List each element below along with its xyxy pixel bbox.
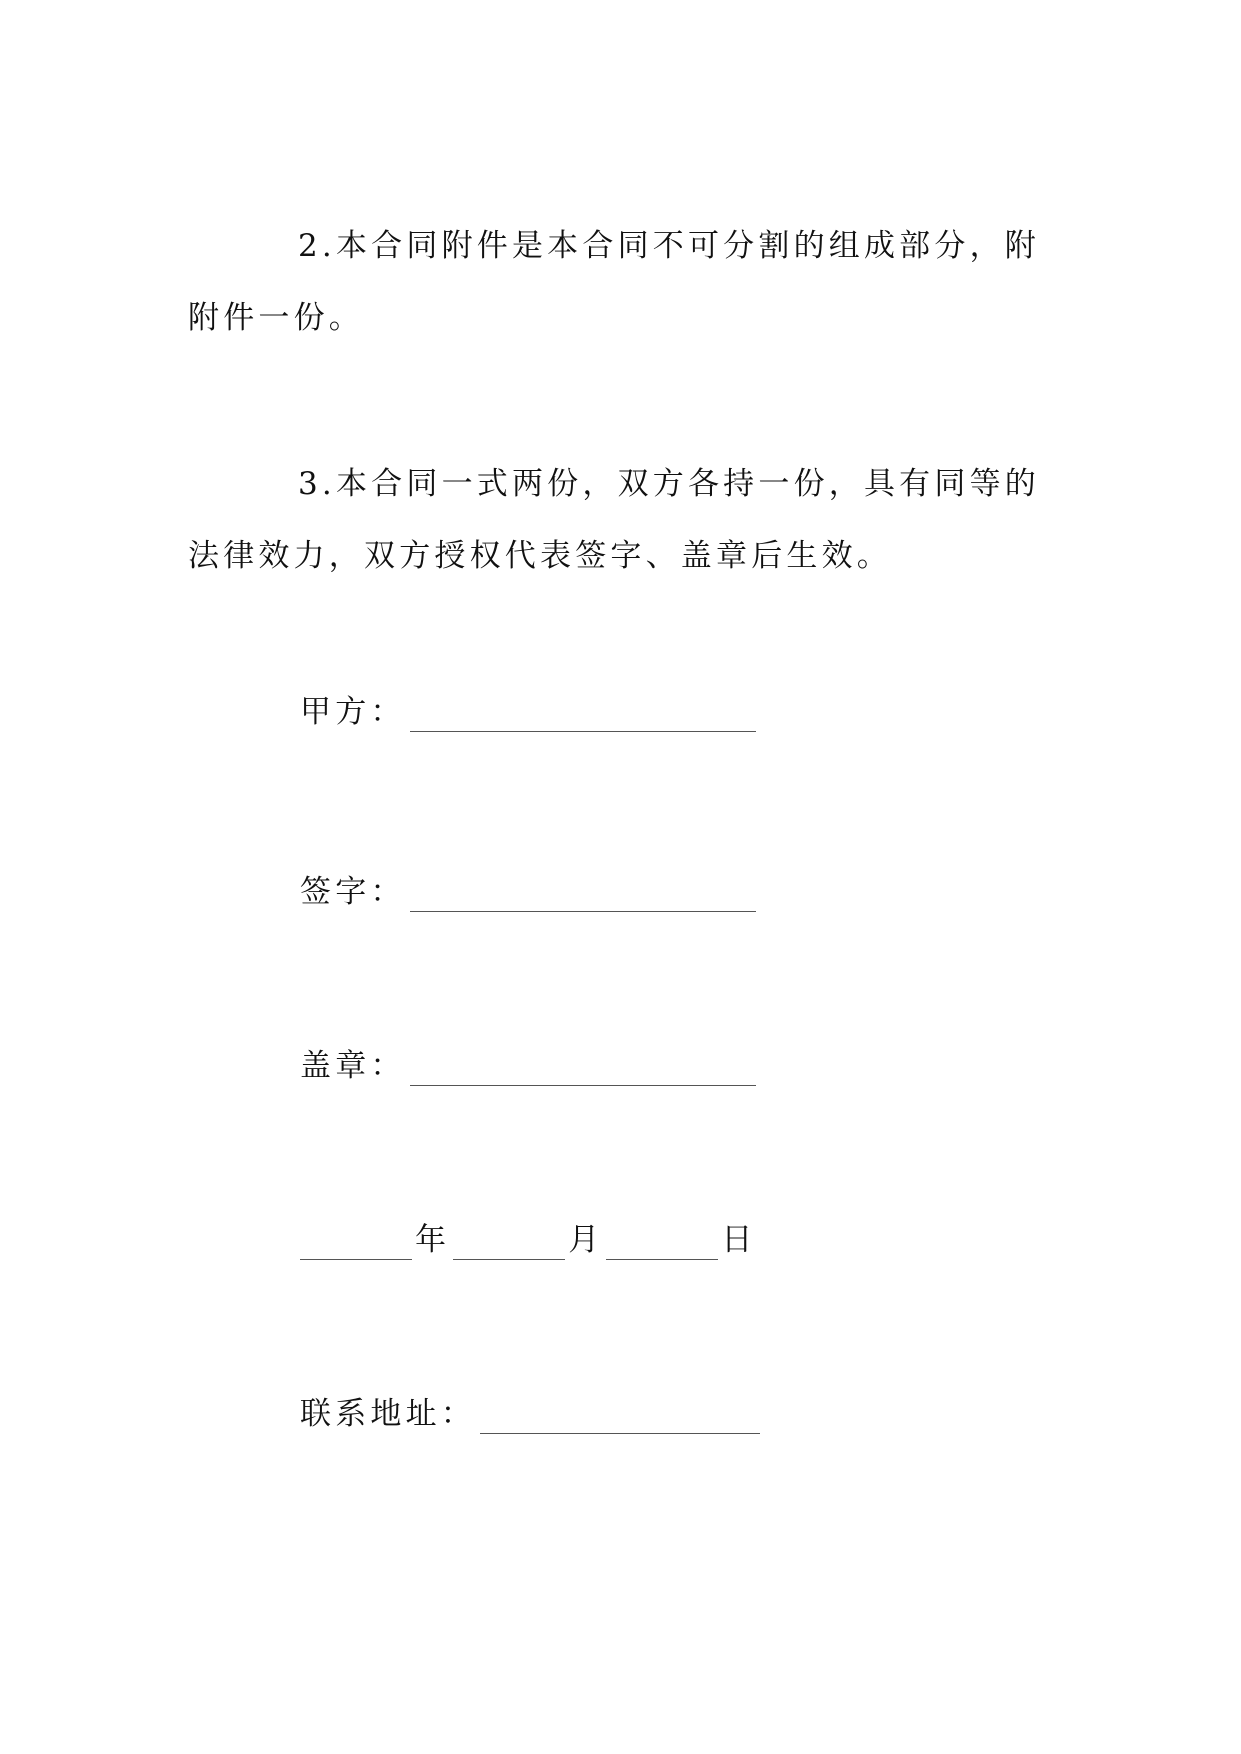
day-label: 日 [721,1222,757,1258]
signature-blank-line[interactable] [410,881,756,912]
signature-label: 签字： [300,874,406,910]
month-blank-line[interactable] [453,1229,565,1260]
address-label: 联系地址： [300,1396,476,1432]
seal-blank-line[interactable] [410,1055,756,1086]
year-label: 年 [415,1222,451,1258]
party-a-blank-line[interactable] [410,701,756,732]
date-field [300,1220,760,1260]
party-a-field [300,692,756,732]
address-field [300,1394,760,1434]
seal-field [300,1046,756,1086]
year-blank-line[interactable] [300,1229,412,1260]
seal-label: 盖章： [300,1048,406,1084]
clause-3-paragraph: 3.本合同一式两份，双方各持一份，具有同等的法律效力，双方授权代表签字、盖章后生效。 [188,466,1040,574]
clause-2-paragraph: 2.本合同附件是本合同不可分割的组成部分，附附件一份。 [188,228,1040,336]
month-label: 月 [568,1222,604,1258]
party-a-label: 甲方： [300,694,406,730]
day-blank-line[interactable] [606,1229,718,1260]
address-blank-line[interactable] [480,1403,760,1434]
signature-field [300,872,756,912]
